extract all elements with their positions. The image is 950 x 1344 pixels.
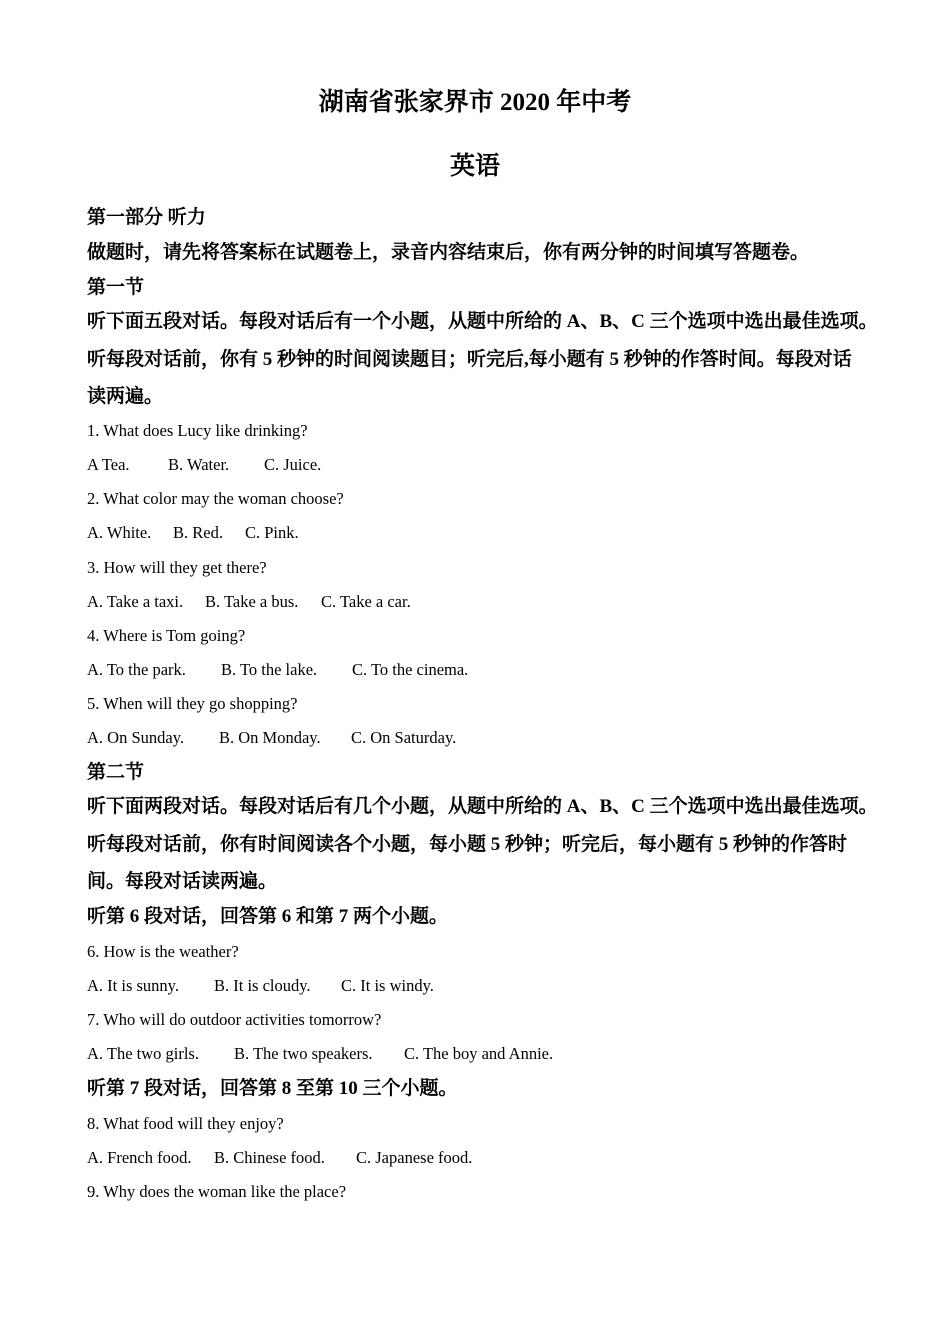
option-c: C. Juice. — [264, 455, 322, 474]
section2-instruction-line: 听每段对话前，你有时间阅读各个小题，每小题 5 秒钟；听完后，每小题有 5 秒钟的作答时 — [87, 834, 848, 855]
option-b: B. Red. — [173, 523, 223, 542]
option-c: C. Pink. — [245, 523, 299, 542]
option-b: B. The two speakers. — [234, 1044, 373, 1063]
option-c: C. The boy and Annie. — [404, 1044, 554, 1063]
option-a: A. Take a taxi. — [87, 592, 184, 611]
question-4: 4. Where is Tom going? — [87, 626, 246, 645]
dialog-7-note: 听第 7 段对话，回答第 8 至第 10 三个小题。 — [87, 1078, 458, 1099]
option-a: A. On Sunday. — [87, 728, 185, 747]
option-c: C. On Saturday. — [351, 728, 457, 747]
section1-instruction-line: 听每段对话前，你有 5 秒钟的时间阅读题目；听完后,每小题有 5 秒钟的作答时间。每段对话 — [87, 349, 852, 370]
section1-instruction-line: 读两遍。 — [87, 386, 164, 407]
question-5-options — [87, 727, 456, 749]
part1-note: 做题时，请先将答案标在试题卷上，录音内容结束后，你有两分钟的时间填写答题卷。 — [87, 242, 810, 263]
section1-heading: 第一节 — [87, 277, 145, 298]
question-3-options — [87, 591, 411, 613]
question-4-options — [87, 659, 468, 681]
question-5: 5. When will they go shopping? — [87, 694, 298, 713]
question-8: 8. What food will they enjoy? — [87, 1114, 284, 1133]
question-1-options — [87, 454, 321, 476]
question-3: 3. How will they get there? — [87, 558, 267, 577]
section1-instruction-line: 听下面五段对话。每段对话后有一个小题，从题中所给的 A、B、C 三个选项中选出最佳选项。 — [87, 311, 878, 332]
dialog-6-note: 听第 6 段对话，回答第 6 和第 7 两个小题。 — [87, 906, 449, 927]
question-1: 1. What does Lucy like drinking? — [87, 421, 308, 440]
question-6: 6. How is the weather? — [87, 942, 239, 961]
option-b: B. On Monday. — [219, 728, 321, 747]
exam-title: 湖南省张家界市 2020 年中考 — [318, 89, 632, 116]
section2-heading: 第二节 — [87, 762, 145, 783]
section2-instruction-line: 听下面两段对话。每段对话后有几个小题，从题中所给的 A、B、C 三个选项中选出最佳选项。 — [87, 796, 878, 817]
question-8-options — [87, 1147, 472, 1169]
option-c: C. Take a car. — [321, 592, 411, 611]
option-a: A. White. — [87, 523, 152, 542]
option-c: C. Japanese food. — [356, 1148, 473, 1167]
option-b: B. Take a bus. — [205, 592, 299, 611]
section2-instruction-line: 间。每段对话读两遍。 — [87, 871, 278, 892]
option-b: B. Water. — [168, 455, 230, 474]
question-6-options — [87, 975, 434, 997]
option-a: A. It is sunny. — [87, 976, 179, 995]
part1-heading: 第一部分 听力 — [87, 207, 206, 228]
option-c: C. It is windy. — [341, 976, 434, 995]
question-9: 9. Why does the woman like the place? — [87, 1182, 347, 1201]
option-a: A. The two girls. — [87, 1044, 199, 1063]
option-b: B. Chinese food. — [214, 1148, 325, 1167]
subject-title: 英语 — [449, 153, 500, 180]
question-7: 7. Who will do outdoor activities tomorrow? — [87, 1010, 382, 1029]
question-7-options — [87, 1043, 553, 1065]
option-a: A Tea. — [87, 455, 130, 474]
option-b: B. To the lake. — [221, 660, 318, 679]
option-a: A. French food. — [87, 1148, 192, 1167]
question-2-options — [87, 522, 299, 544]
option-c: C. To the cinema. — [352, 660, 469, 679]
option-b: B. It is cloudy. — [214, 976, 311, 995]
question-2: 2. What color may the woman choose? — [87, 489, 344, 508]
option-a: A. To the park. — [87, 660, 186, 679]
